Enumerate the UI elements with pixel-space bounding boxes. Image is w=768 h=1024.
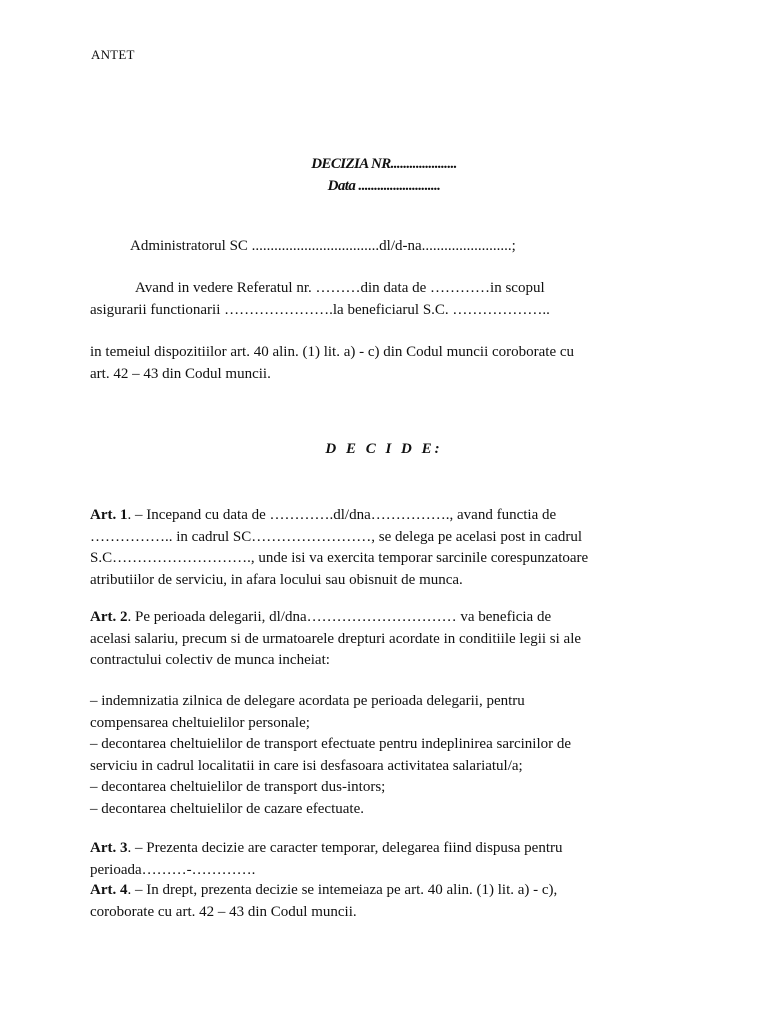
article-3-line-2: perioada………-…………. <box>90 861 256 878</box>
legal-basis-line-2: art. 42 – 43 din Codul muncii. <box>90 365 271 382</box>
article-1-line-2: …………….. in cadrul SC……………………, se delega pe acelasi post in cadrul <box>90 528 582 545</box>
article-4 <box>90 880 690 923</box>
article-1-line-4: atributiilor de serviciu, in afara locului sau obisnuit de munca. <box>90 571 463 588</box>
legal-basis-line-1: in temeiul dispozitiilor art. 40 alin. (1) lit. a) - c) din Codul muncii coroborate cu <box>90 344 575 360</box>
article-4-label: Art. 4 <box>90 882 128 898</box>
list-item: – indemnizatia zilnica de delegare acordata pe perioada delegarii, pentru <box>90 693 525 709</box>
article-2-line-2: acelasi salariu, precum si de urmatoarele drepturi acordate in conditiile legii si ale <box>90 630 582 647</box>
article-1-line-1: . – Incepand cu data de ………….dl/dna……………., avand functia de <box>127 507 557 523</box>
referat-line-1: Avand in vedere Referatul nr. ………din data de …………in scopul <box>135 280 545 296</box>
article-4-line-1: . – In drept, prezenta decizie se intemeiaza pe art. 40 alin. (1) lit. a) - c), <box>127 882 558 898</box>
decision-number: DECIZIA NR..................... <box>311 156 457 172</box>
administrator-line: Administratorul SC ..................................dl/d-na........................; <box>130 238 516 254</box>
article-1 <box>90 505 690 591</box>
list-item: – decontarea cheltuielilor de transport dus-intors; <box>90 779 386 795</box>
article-4-line-2: coroborate cu art. 42 – 43 din Codul muncii. <box>90 903 357 920</box>
article-2 <box>90 607 690 672</box>
list-item: – decontarea cheltuielilor de transport efectuate pentru indeplinirea sarcinilor de <box>90 736 572 752</box>
article-1-line-3: S.C………………………., unde isi va exercita temporar sarcinile corespunzatoare <box>90 550 589 566</box>
article-3-line-1: . – Prezenta decizie are caracter temporar, delegarea fiind dispusa pentru <box>127 840 563 856</box>
list-item: serviciu in cadrul localitatii in care isi desfasoara activitatea salariatul/a; <box>90 757 523 774</box>
article-3 <box>90 838 690 881</box>
article-2-label: Art. 2 <box>90 609 128 625</box>
decision-date: Data .......................... <box>327 178 441 194</box>
referat-paragraph <box>90 278 690 321</box>
article-3-label: Art. 3 <box>90 840 128 856</box>
rights-list <box>90 691 690 820</box>
article-2-line-1: . Pe perioada delegarii, dl/dna………………………… va beneficia de <box>127 609 552 625</box>
decide-heading: D E C I D E: <box>325 441 443 457</box>
legal-basis-paragraph <box>90 342 690 385</box>
article-1-label: Art. 1 <box>90 507 128 523</box>
letterhead-placeholder: ANTET <box>91 47 135 62</box>
decision-title <box>0 153 768 197</box>
list-item: – decontarea cheltuielilor de cazare efectuate. <box>90 800 364 817</box>
list-item: compensarea cheltuielilor personale; <box>90 714 310 731</box>
article-2-line-3: contractului colectiv de munca incheiat: <box>90 652 330 668</box>
referat-line-2: asigurarii functionarii ………………….la beneficiarul S.C. ……………….. <box>90 301 550 318</box>
